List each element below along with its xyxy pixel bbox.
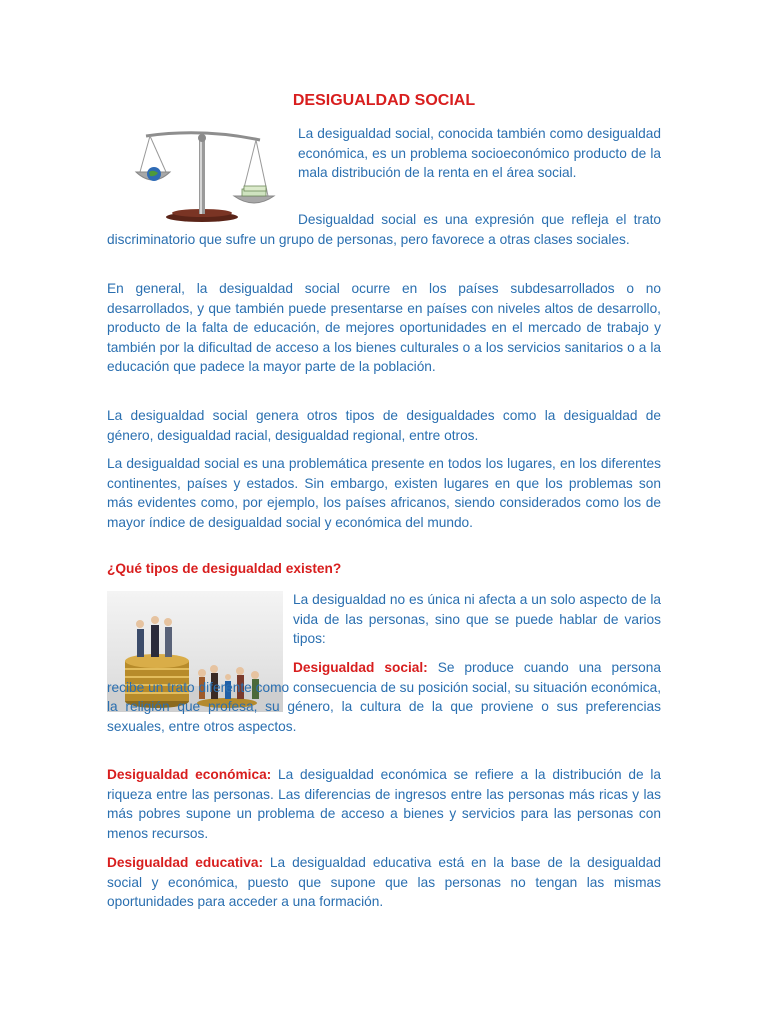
intro-paragraph-2: Desigualdad social es una expresión que refleja el trato discriminatorio que sufre un grupo de personas, pero favorece a otras clases sociales. xyxy=(107,212,661,247)
paragraph-causes: En general, la desigualdad social ocurre en los países subdesarrollados o no desarrollados, y que también puede presentarse en países con niveles altos de desarrollo, producto de la falta de educación, de mejores oportunidades en el mercado de trabajo y también por la dificultad de acceso a los bienes culturales o a los servicios sanitarios o a la educación que padece la mayor parte de la población. xyxy=(107,281,661,374)
economic-inequality-paragraph xyxy=(107,765,661,843)
paragraph-global: La desigualdad social es una problemática presente en todos los lugares, en los diferentes continentes, países y estados. Sin embargo, existen lugares en que los problemas son más evidentes como, por ejemplo, los países africanos, siendo considerados como los de mayor índice de desigualdad social y económica del mundo. xyxy=(107,456,661,530)
social-inequality-paragraph xyxy=(107,658,661,736)
intro-paragraph-1: La desigualdad social, conocida también como desigualdad económica, es un problema socioeconómico producto de la mala distribución de la renta en el área social. xyxy=(298,126,661,180)
page-title: DESIGUALDAD SOCIAL xyxy=(292,92,476,109)
economic-inequality-label: Desigualdad económica: xyxy=(107,767,272,782)
economic-inequality-text: La desigualdad económica se refiere a la distribución de la riqueza entre las personas. Las diferencias de ingresos entre las personas más ricas y las más pobres supone un problema de acceso a bienes y servicios para las personas con menos recursos. xyxy=(107,767,662,841)
educational-inequality-text: La desigualdad educativa está en la base de la desigualdad social y económica, puesto que supone que las personas no tengan las mismas oportunidades para acceder a una formación. xyxy=(107,855,661,909)
types-intro-paragraph: La desigualdad no es única ni afecta a un solo aspecto de la vida de las personas, sino que se puede hablar de varios tipos: xyxy=(293,592,661,646)
section-heading: ¿Qué tipos de desigualdad existen? xyxy=(107,561,342,576)
social-inequality-text: Se produce cuando una persona recibe un trato diferente como consecuencia de su posición social, su situación económica, la religión que profesa, su género, la cultura de la que proviene o sus preferencias sexuales, entre otros aspectos. xyxy=(107,660,661,734)
educational-inequality-label: Desigualdad educativa: xyxy=(107,855,264,870)
paragraph-other-types: La desigualdad social genera otros tipos de desigualdades como la desigualdad de género, desigualdad racial, desigualdad regional, entre otros. xyxy=(107,408,661,443)
educational-inequality-paragraph xyxy=(107,853,661,912)
social-inequality-label: Desigualdad social: xyxy=(293,660,428,675)
